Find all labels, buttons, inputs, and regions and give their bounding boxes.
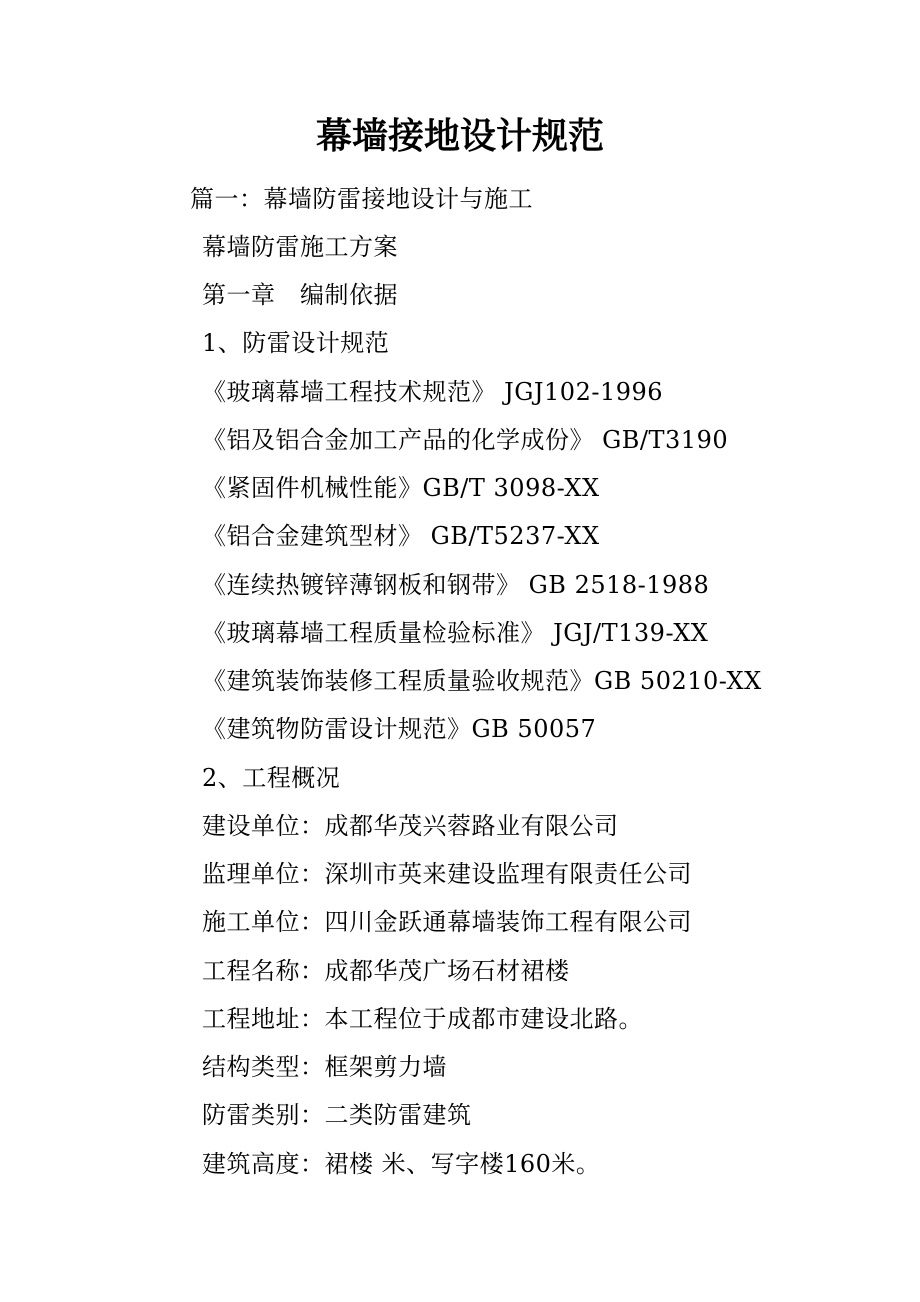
standard-item: 《玻璃幕墙工程技术规范》 JGJ102-1996	[202, 378, 664, 406]
project-info-line: 建筑高度：裙楼 米、写字楼160米。	[202, 1150, 601, 1178]
standard-item: 《紧固件机械性能》GB/T 3098-XX	[202, 474, 600, 502]
project-info-line: 防雷类别：二类防雷建筑	[202, 1101, 472, 1129]
project-info-line: 监理单位：深圳市英来建设监理有限责任公司	[202, 860, 692, 888]
standard-item: 《铝合金建筑型材》 GB/T5237-XX	[202, 522, 600, 550]
project-info-line: 施工单位：四川金跃通幕墙装饰工程有限公司	[202, 908, 692, 936]
project-info-line: 工程地址：本工程位于成都市建设北路。	[202, 1005, 643, 1033]
project-info-line: 建设单位：成都华茂兴蓉路业有限公司	[202, 812, 619, 840]
standard-item: 《建筑物防雷设计规范》GB 50057	[202, 715, 597, 743]
standard-item: 《玻璃幕墙工程质量检验标准》 JGJ/T139-XX	[202, 619, 709, 647]
standard-item: 《连续热镀锌薄钢板和钢带》 GB 2518-1988	[202, 571, 710, 599]
standard-item: 《铝及铝合金加工产品的化学成份》 GB/T3190	[202, 426, 729, 454]
standard-item: 《建筑装饰装修工程质量验收规范》GB 50210-XX	[202, 667, 762, 695]
chapter-heading: 第一章 编制依据	[202, 281, 398, 309]
project-info-line: 结构类型：框架剪力墙	[202, 1053, 447, 1081]
document-title: 幕墙接地设计规范	[315, 115, 604, 157]
subheading: 幕墙防雷施工方案	[202, 233, 398, 261]
list-heading: 1、防雷设计规范	[202, 329, 390, 357]
list-heading: 2、工程概况	[202, 764, 341, 792]
section-heading: 篇一：幕墙防雷接地设计与施工	[190, 185, 533, 213]
project-info-line: 工程名称：成都华茂广场石材裙楼	[202, 957, 570, 985]
